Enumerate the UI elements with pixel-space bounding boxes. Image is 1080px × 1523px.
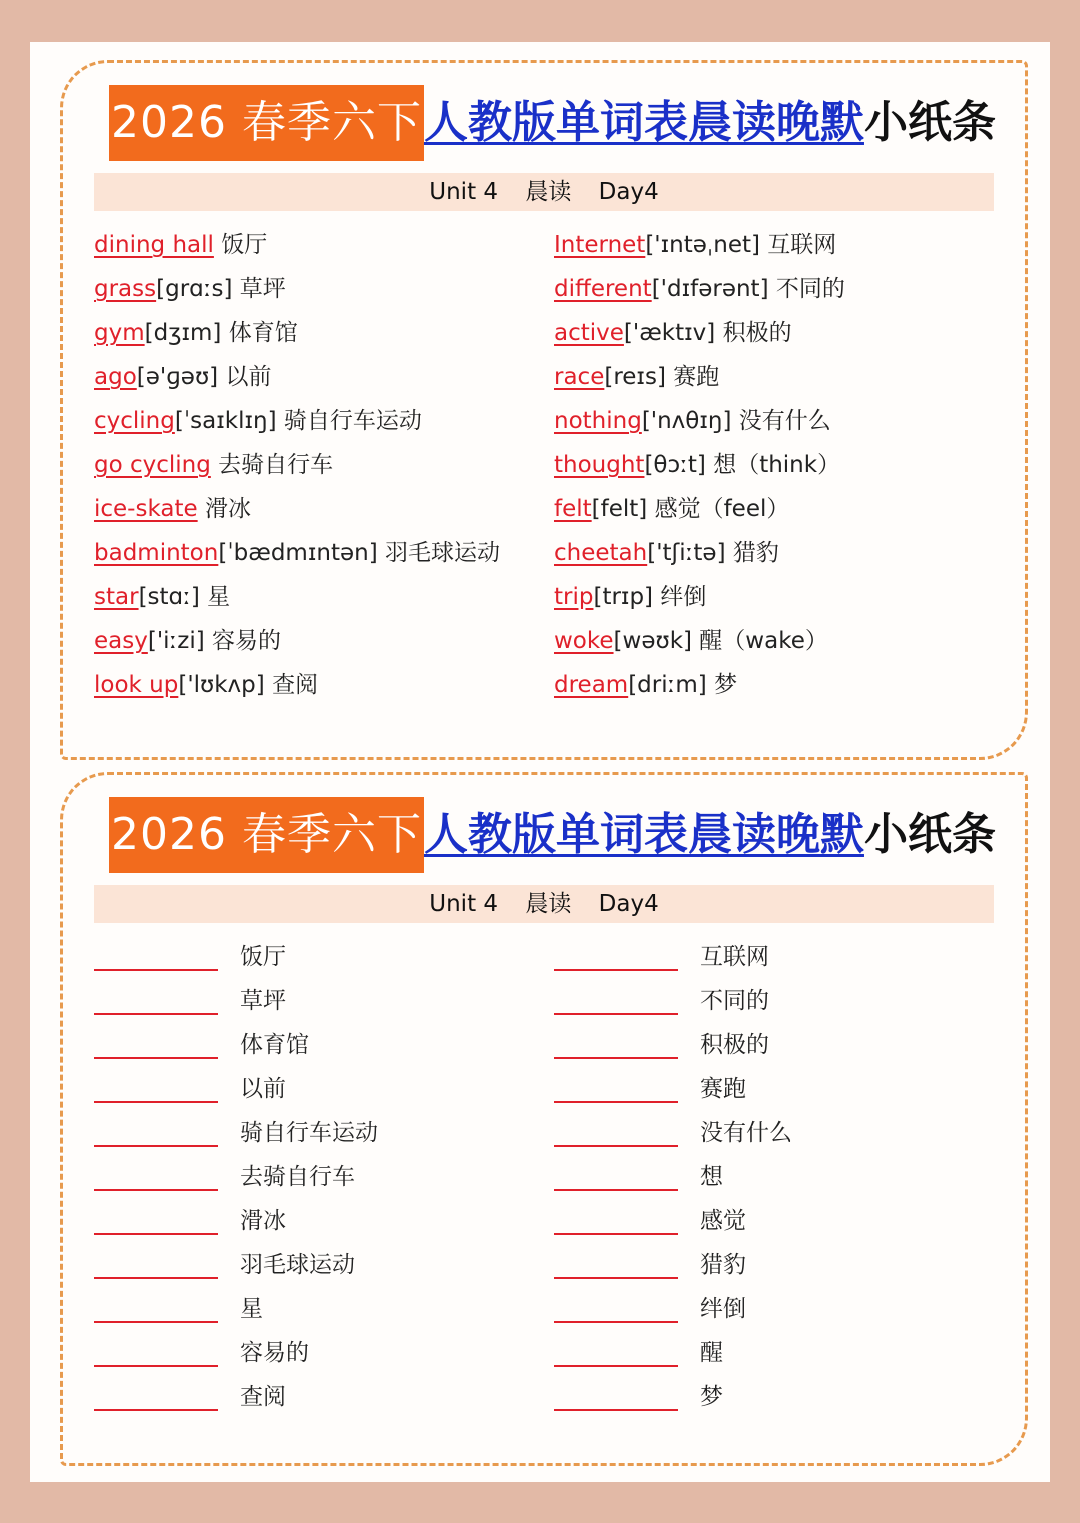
vocab-meaning: 滑冰	[204, 496, 251, 522]
day-label: Day4	[598, 891, 659, 917]
title-link: 人教版单词表晨读晚默	[423, 97, 864, 148]
dictation-meaning: 醒	[700, 1340, 723, 1366]
answer-blank[interactable]	[554, 1321, 678, 1323]
vocab-phonetic: [ˈbædmɪntən]	[218, 540, 378, 566]
vocab-word: woke	[554, 628, 614, 654]
vocab-row	[94, 267, 534, 311]
vocab-phonetic: [θɔːt]	[644, 452, 706, 478]
vocab-phonetic: [dʒɪm]	[144, 320, 222, 346]
dictation-meaning: 骑自行车运动	[240, 1120, 378, 1146]
vocab-row	[94, 443, 534, 487]
answer-blank[interactable]	[94, 1277, 218, 1279]
dictation-meaning: 不同的	[700, 988, 769, 1014]
vocab-meaning: 不同的	[775, 276, 845, 302]
vocab-meaning: 骑自行车运动	[283, 408, 422, 434]
vocab-meaning: 以前	[225, 364, 272, 390]
vocab-meaning: 互联网	[767, 232, 837, 258]
card-title	[109, 85, 1009, 161]
vocab-word: race	[554, 364, 605, 390]
title-highlight: 2026 春季六下	[109, 85, 424, 161]
dictation-row	[94, 1199, 534, 1243]
vocab-row	[554, 619, 994, 663]
dictation-meaning: 积极的	[700, 1032, 769, 1058]
answer-blank[interactable]	[554, 1365, 678, 1367]
answer-blank[interactable]	[554, 969, 678, 971]
vocab-word: dream	[554, 672, 629, 698]
vocab-meaning: 梦	[714, 672, 738, 698]
vocab-meaning: 醒（wake）	[699, 628, 828, 654]
vocab-meaning: 绊倒	[660, 584, 707, 610]
vocab-row	[94, 619, 534, 663]
answer-blank[interactable]	[554, 1277, 678, 1279]
dictation-row	[554, 1375, 994, 1419]
answer-blank[interactable]	[94, 1321, 218, 1323]
dictation-meaning: 查阅	[240, 1384, 286, 1410]
vocab-row	[94, 487, 534, 531]
vocab-word: star	[94, 584, 139, 610]
vocab-row	[94, 399, 534, 443]
vocab-row	[94, 663, 534, 707]
dictation-row	[94, 935, 534, 979]
vocab-phonetic: [stɑː]	[138, 584, 200, 610]
dictation-meaning: 感觉	[700, 1208, 746, 1234]
vocab-phonetic: [reɪs]	[604, 364, 666, 390]
vocab-word: dining hall	[94, 232, 214, 258]
dictation-meaning: 以前	[240, 1076, 286, 1102]
vocab-phonetic: ['æktɪv]	[623, 320, 716, 346]
vocab-row	[94, 223, 534, 267]
vocab-meaning: 体育馆	[228, 320, 298, 346]
title-tail: 小纸条	[863, 809, 996, 860]
dictation-row	[94, 1287, 534, 1331]
vocab-phonetic: [felt]	[591, 496, 648, 522]
vocab-word: ice-skate	[94, 496, 198, 522]
dictation-row	[554, 935, 994, 979]
vocab-word: trip	[554, 584, 594, 610]
vocab-phonetic: [ə'ɡəʊ]	[136, 364, 219, 390]
dictation-meaning: 梦	[700, 1384, 723, 1410]
dictation-row	[554, 1023, 994, 1067]
answer-blank[interactable]	[554, 1057, 678, 1059]
vocab-phonetic: ['nʌθɪŋ]	[641, 408, 732, 434]
answer-blank[interactable]	[554, 1013, 678, 1015]
vocab-meaning: 草坪	[239, 276, 286, 302]
title-tail: 小纸条	[863, 97, 996, 148]
vocab-meaning: 赛跑	[673, 364, 720, 390]
answer-blank[interactable]	[554, 1145, 678, 1147]
answer-blank[interactable]	[554, 1233, 678, 1235]
vocab-phonetic: ['dɪfərənt]	[651, 276, 769, 302]
dictation-row	[554, 1155, 994, 1199]
card-title	[109, 797, 1009, 873]
vocab-meaning: 猎豹	[732, 540, 779, 566]
unit-bar	[94, 173, 994, 211]
session-label: 晨读	[525, 891, 572, 917]
dictation-meaning: 羽毛球运动	[240, 1252, 355, 1278]
vocab-list-left	[94, 223, 534, 707]
answer-blank[interactable]	[554, 1409, 678, 1411]
dictation-row	[94, 1111, 534, 1155]
day-label: Day4	[598, 179, 659, 205]
dictation-meaning: 草坪	[240, 988, 286, 1014]
vocab-row	[554, 267, 994, 311]
vocab-word: felt	[554, 496, 592, 522]
dictation-meaning: 容易的	[240, 1340, 309, 1366]
vocab-phonetic: [wəʊk]	[613, 628, 692, 654]
answer-blank[interactable]	[554, 1101, 678, 1103]
dictation-list-right	[554, 935, 994, 1419]
vocab-row	[554, 663, 994, 707]
vocab-row	[554, 223, 994, 267]
vocab-meaning: 感觉（feel）	[654, 496, 790, 522]
dictation-meaning: 没有什么	[700, 1120, 792, 1146]
dictation-row	[554, 1199, 994, 1243]
vocab-row	[554, 531, 994, 575]
vocab-row	[554, 575, 994, 619]
title-link: 人教版单词表晨读晚默	[423, 809, 864, 860]
dictation-meaning: 去骑自行车	[240, 1164, 355, 1190]
dictation-card	[60, 772, 1028, 1466]
vocab-meaning: 星	[207, 584, 231, 610]
vocab-word: nothing	[554, 408, 642, 434]
vocab-meaning: 羽毛球运动	[384, 540, 500, 566]
dictation-row	[554, 1287, 994, 1331]
session-label: 晨读	[525, 179, 572, 205]
answer-blank[interactable]	[94, 1013, 218, 1015]
vocab-word: gym	[94, 320, 145, 346]
answer-blank[interactable]	[94, 1365, 218, 1367]
vocab-list-right	[554, 223, 994, 707]
vocab-row	[94, 575, 534, 619]
dictation-row	[94, 979, 534, 1023]
vocab-row	[554, 311, 994, 355]
dictation-row	[94, 1155, 534, 1199]
vocab-word: cheetah	[554, 540, 648, 566]
answer-blank[interactable]	[94, 1233, 218, 1235]
vocab-meaning: 容易的	[212, 628, 282, 654]
vocab-meaning: 积极的	[722, 320, 792, 346]
dictation-meaning: 体育馆	[240, 1032, 309, 1058]
vocab-phonetic: [grɑːs]	[156, 276, 233, 302]
dictation-row	[94, 1331, 534, 1375]
answer-blank[interactable]	[554, 1189, 678, 1191]
answer-blank[interactable]	[94, 1057, 218, 1059]
vocab-row	[554, 443, 994, 487]
vocab-meaning: 查阅	[272, 672, 319, 698]
vocab-row	[94, 531, 534, 575]
dictation-row	[94, 1375, 534, 1419]
dictation-meaning: 绊倒	[700, 1296, 746, 1322]
vocab-row	[94, 355, 534, 399]
vocab-meaning: 没有什么	[738, 408, 831, 434]
title-highlight: 2026 春季六下	[109, 797, 424, 873]
answer-blank[interactable]	[94, 1145, 218, 1147]
dictation-row	[94, 1243, 534, 1287]
vocab-word: grass	[94, 276, 157, 302]
vocab-word: go cycling	[94, 452, 211, 478]
vocab-meaning: 想（think）	[713, 452, 841, 478]
answer-blank[interactable]	[94, 1189, 218, 1191]
vocab-phonetic: [driːm]	[628, 672, 707, 698]
dictation-list-left	[94, 935, 534, 1419]
vocab-meaning: 去骑自行车	[218, 452, 334, 478]
dictation-meaning: 滑冰	[240, 1208, 286, 1234]
vocab-phonetic: [trɪp]	[593, 584, 654, 610]
vocab-phonetic: [ˈsaɪklɪŋ]	[174, 408, 277, 434]
dictation-row	[554, 1111, 994, 1155]
vocab-row	[554, 399, 994, 443]
vocab-word: different	[554, 276, 652, 302]
dictation-meaning: 星	[240, 1296, 263, 1322]
vocab-word: thought	[554, 452, 645, 478]
unit-label: Unit 4	[429, 179, 499, 205]
answer-blank[interactable]	[94, 1409, 218, 1411]
vocab-phonetic: ['lʊkʌp]	[178, 672, 265, 698]
dictation-row	[554, 1067, 994, 1111]
vocab-row	[554, 487, 994, 531]
vocab-word: easy	[94, 628, 148, 654]
dictation-row	[554, 979, 994, 1023]
vocab-meaning: 饭厅	[221, 232, 268, 258]
reading-card	[60, 60, 1028, 760]
vocab-word: cycling	[94, 408, 175, 434]
vocab-phonetic: ['tʃiːtə]	[647, 540, 726, 566]
dictation-meaning: 赛跑	[700, 1076, 746, 1102]
vocab-word: look up	[94, 672, 179, 698]
vocab-row	[554, 355, 994, 399]
dictation-row	[94, 1023, 534, 1067]
dictation-row	[554, 1243, 994, 1287]
unit-label: Unit 4	[429, 891, 499, 917]
vocab-word: active	[554, 320, 624, 346]
vocab-phonetic: ['ɪntəˌnet]	[645, 232, 760, 258]
unit-bar	[94, 885, 994, 923]
answer-blank[interactable]	[94, 969, 218, 971]
dictation-row	[554, 1331, 994, 1375]
vocab-phonetic: ['iːzi]	[147, 628, 205, 654]
dictation-meaning: 想	[700, 1164, 723, 1190]
vocab-word: ago	[94, 364, 137, 390]
dictation-meaning: 猎豹	[700, 1252, 746, 1278]
vocab-word: badminton	[94, 540, 219, 566]
vocab-word: Internet	[554, 232, 646, 258]
answer-blank[interactable]	[94, 1101, 218, 1103]
vocab-row	[94, 311, 534, 355]
dictation-meaning: 互联网	[700, 944, 769, 970]
dictation-meaning: 饭厅	[240, 944, 286, 970]
dictation-row	[94, 1067, 534, 1111]
